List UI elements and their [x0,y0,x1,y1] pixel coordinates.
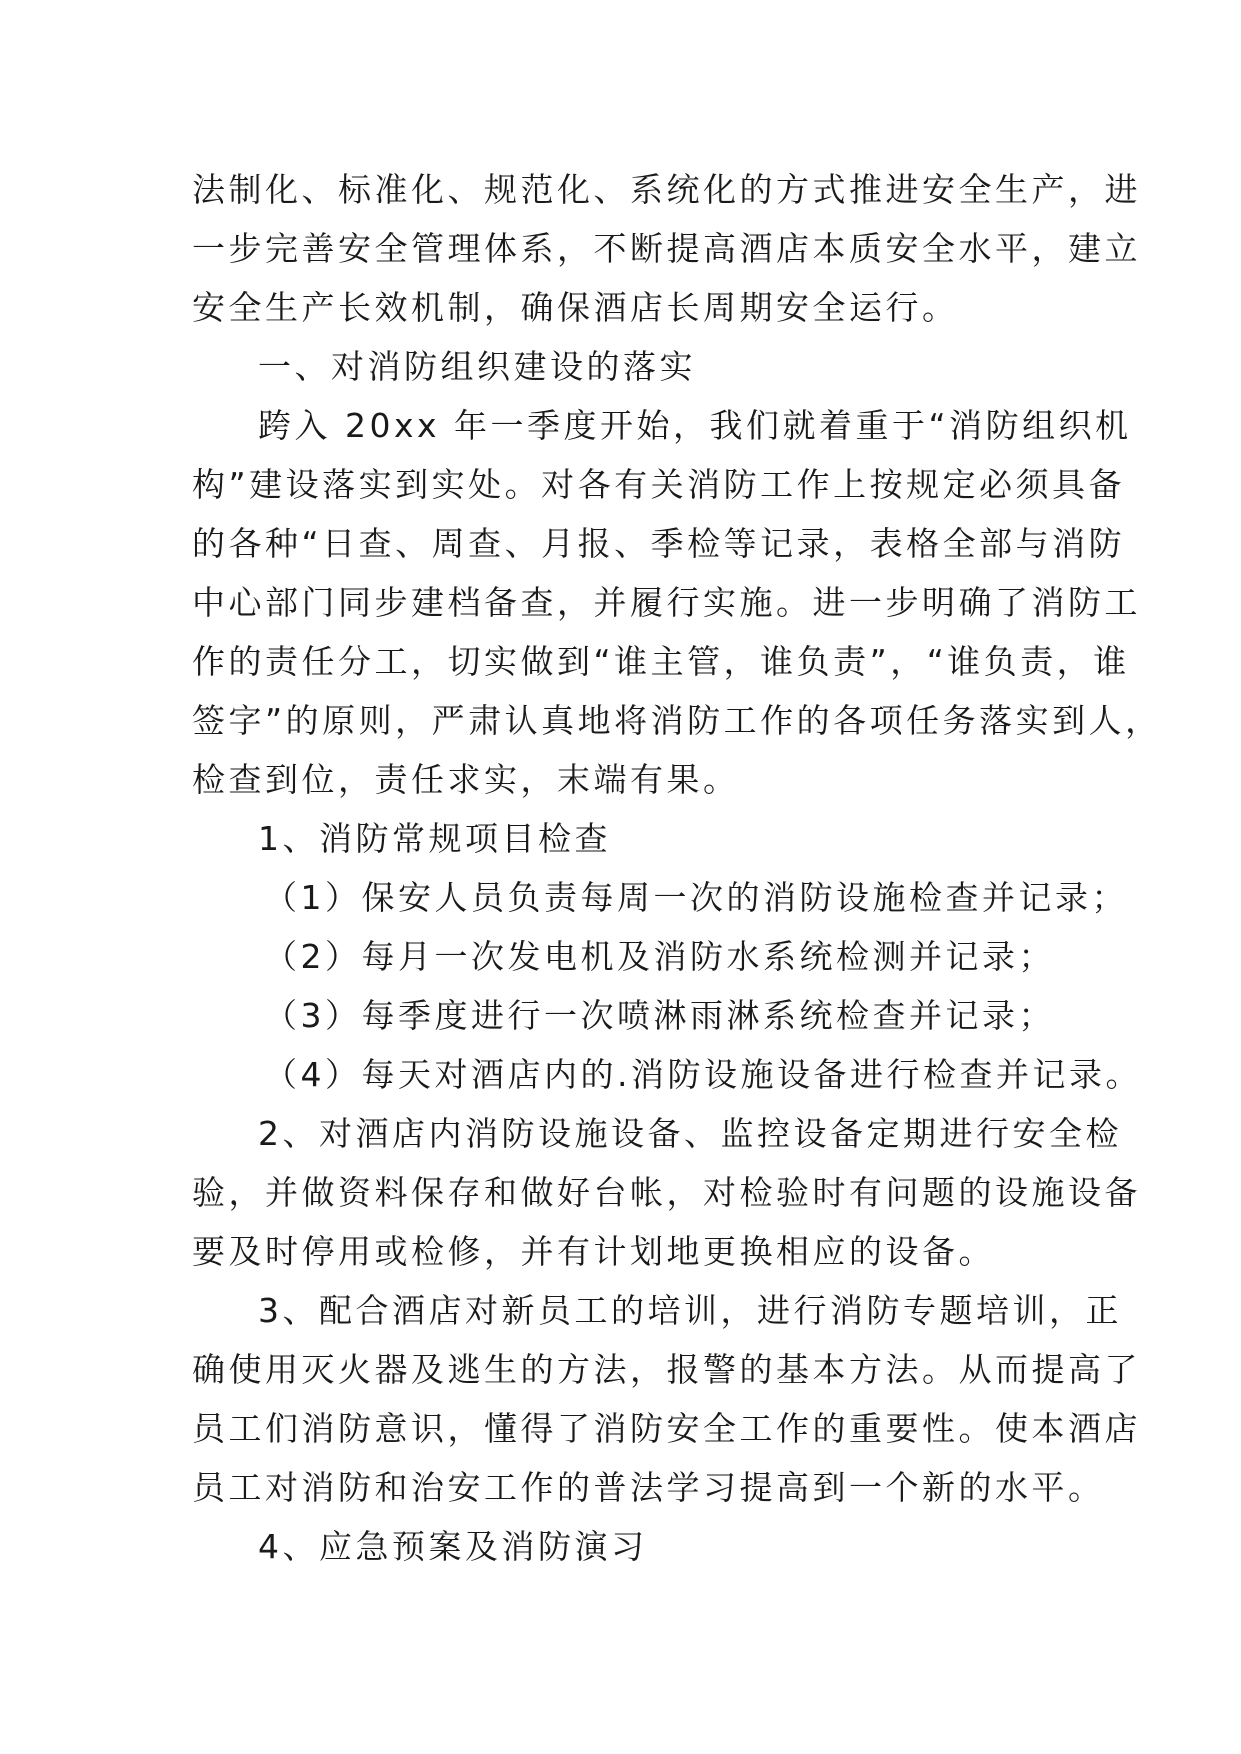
paragraph-line: 要及时停用或检修，并有计划地更换相应的设备。 [192,1232,995,1271]
paragraph-line: 验，并做资料保存和做好台帐，对检验时有问题的设施设备 [192,1173,1141,1212]
paragraph-line: 作的责任分工，切实做到“谁主管，谁负责”，“谁负责，谁 [192,642,1130,681]
list-item: （2）每月一次发电机及消防水系统检测并记录； [264,937,1055,976]
list-item: （1）保安人员负责每周一次的消防设施检查并记录； [264,878,1128,917]
list-item: （4）每天对酒店内的.消防设施设备进行检查并记录。 [264,1055,1142,1094]
paragraph-line: 3、配合酒店对新员工的培训，进行消防专题培训，正 [258,1291,1122,1330]
paragraph-line: 检查到位，责任求实，末端有果。 [192,760,740,799]
paragraph-line: 中心部门同步建档备查，并履行实施。进一步明确了消防工 [192,583,1141,622]
paragraph-line: 签字”的原则，严肃认真地将消防工作的各项任务落实到人， [192,701,1162,740]
paragraph-line: 确使用灭火器及逃生的方法，报警的基本方法。从而提高了 [192,1350,1141,1389]
paragraph-line: 跨入 20xx 年一季度开始，我们就着重于“消防组织机 [258,406,1132,445]
paragraph-line: 一步完善安全管理体系，不断提高酒店本质安全水平，建立 [192,229,1141,268]
subsection-heading: 4、应急预案及消防演习 [258,1527,648,1566]
paragraph-line: 法制化、标准化、规范化、系统化的方式推进安全生产，进 [192,170,1141,209]
list-item: （3）每季度进行一次喷淋雨淋系统检查并记录； [264,996,1055,1035]
paragraph-line: 员工对消防和治安工作的普法学习提高到一个新的水平。 [192,1468,1105,1507]
document-body [192,160,1162,1576]
subsection-heading: 1、消防常规项目检查 [258,819,611,858]
section-heading: 一、对消防组织建设的落实 [258,347,696,386]
paragraph-line: 员工们消防意识，懂得了消防安全工作的重要性。使本酒店 [192,1409,1141,1448]
paragraph-line: 构”建设落实到实处。对各有关消防工作上按规定必须具备 [192,465,1126,504]
paragraph-line: 的各种“日查、周查、月报、季检等记录，表格全部与消防 [192,524,1126,563]
paragraph-line: 2、对酒店内消防设施设备、监控设备定期进行安全检 [258,1114,1122,1153]
paragraph-line: 安全生产长效机制，确保酒店长周期安全运行。 [192,288,959,327]
